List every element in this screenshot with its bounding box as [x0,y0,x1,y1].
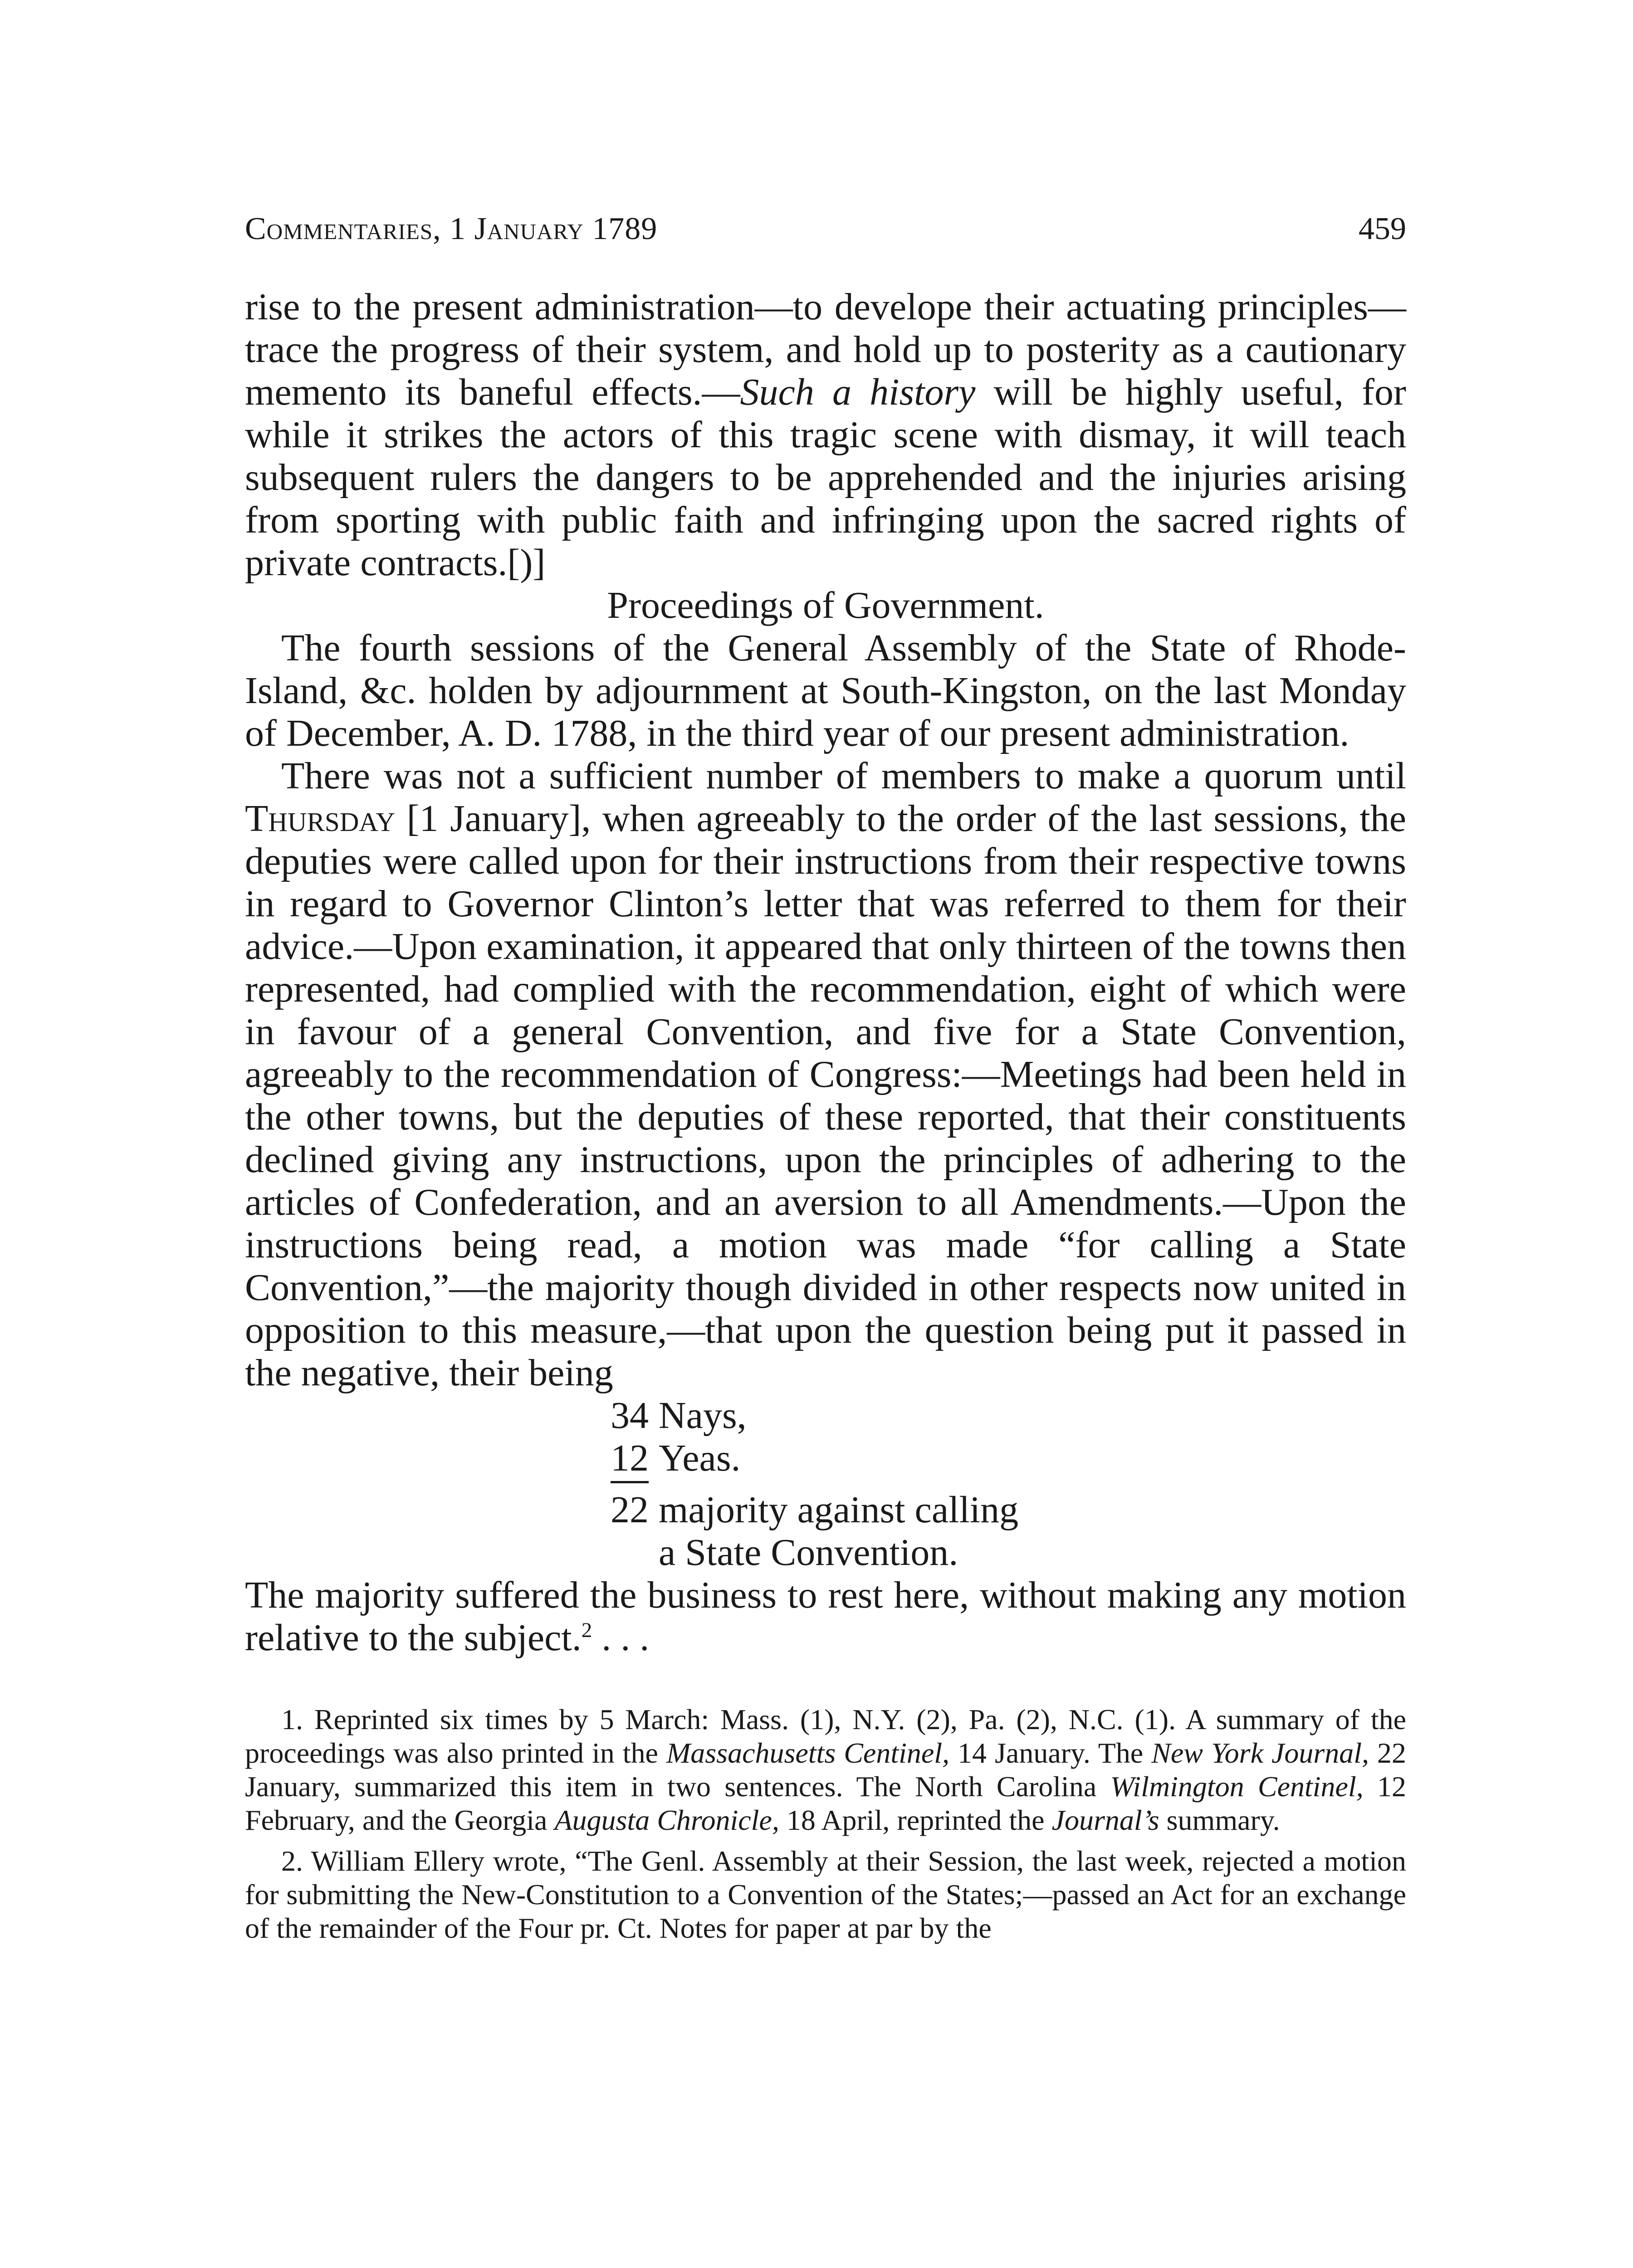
footnotes [245,1703,1406,1945]
nays-label: Nays, [659,1394,747,1437]
majority-label: majority against calling [659,1489,1019,1531]
paragraph-text: will be highly useful, for while it strikes the actors of this tragic scene with dismay, it will teach subsequent rulers the dangers to be apprehended and the injuries arising from sporting with public faith and infringing upon the sacred rights of private contracts.[)] [245,371,1406,584]
paragraph-text: [1 January], when agreeably to the order of the last sessions, the deputies were called upon for their instructions from their respective towns in regard to Governor Clinton’s letter that was referred to them for their advice.—Upon examination, it appeared that only thirteen of the towns then represented, had complied with the recommendation, eight of which were in favour of a general Convention, and five for a State Convention, agreeably to the recommendation of Congress:—Meetings had been held in the other towns, but the deputies of these reported, that their constituents declined giving any instructions, upon the principles of adhering to the articles of Confederation, and an aversion to all Amendments.—Upon the instructions being read, a motion was made “for calling a State Convention,”—the majority though divided in other respects now united in opposition to this measure,—that upon the question being put it passed in the negative, their being [245,797,1406,1394]
vote-row-nays [599,1394,1406,1437]
footnote-marker: 2 [581,1618,592,1642]
publication-title: Journal’s [1051,1804,1159,1836]
running-head [245,213,1406,245]
paragraph-proceedings [245,755,1406,1394]
publication-title: Augusta Chronicle, [554,1804,779,1836]
footnote-1: 1. Reprinted six times by 5 March: Mass. (1), N.Y. (2), Pa. (2), N.C. (1). A summary of the proceedings was also printed in the Massachusetts Centinel, 14 January. The New York Journal, 22 January, summarized this item in two sentences. The North Carolina Wilmington Centinel, 12 February, and the Georgia Augusta Chronicle, 18 April, reprinted the Journal’s summary. [245,1703,1407,1836]
body-text [245,286,1406,1659]
paragraph-text: rise to the present administration—to develope their actuating principles—trace the progress of their system, and hold up to posterity as a cautionary memento its baneful effects.— [245,286,1406,413]
paragraph-text: The majority suffered the business to rest here, without making any motion relative to the subject. [245,1574,1406,1659]
paragraph-text: There was not a sufficient number of members to make a quorum until [281,755,1406,797]
publication-title: Massachusetts Centinel, [666,1737,950,1769]
vote-tally [599,1394,1406,1574]
paragraph-session: The fourth sessions of the General Assembly of the State of Rhode-Island, &c. holden by adjournment at South-Kingston, on the last Monday of December, A. D. 1788, in the third year of our present administration. [245,627,1406,754]
nays-count: 34 [611,1394,649,1437]
majority-count: 22 [611,1489,649,1531]
small-caps-day: Thursday [245,797,396,840]
paragraph-continuation [245,286,1406,584]
publication-title: New York Journal, [1151,1737,1369,1769]
footnote-2: 2. William Ellery wrote, “The Genl. Assembly at their Session, the last week, rejected a motion for submitting the New-Constitution to a Convention of the States;—passed an Act for an exchange of the remainder of the Four pr. Ct. Notes for paper at par by the [245,1845,1406,1944]
section-heading: Proceedings of Government. [607,584,1044,626]
page [245,213,1406,1952]
running-head-title: Commentaries, 1 January 1789 [245,211,658,246]
yeas-count: 12 [611,1437,649,1483]
yeas-label: Yeas. [659,1437,741,1479]
italic-phrase: Such a history [740,371,976,413]
paragraph-closing [245,1574,1406,1659]
publication-title: Wilmington Centinel, [1110,1770,1364,1803]
vote-row-total [599,1489,1406,1531]
ellipsis: . . . [592,1617,650,1659]
page-number: 459 [1359,211,1406,246]
vote-row-yeas [599,1437,1406,1480]
majority-label-continued: a State Convention. [659,1531,958,1574]
